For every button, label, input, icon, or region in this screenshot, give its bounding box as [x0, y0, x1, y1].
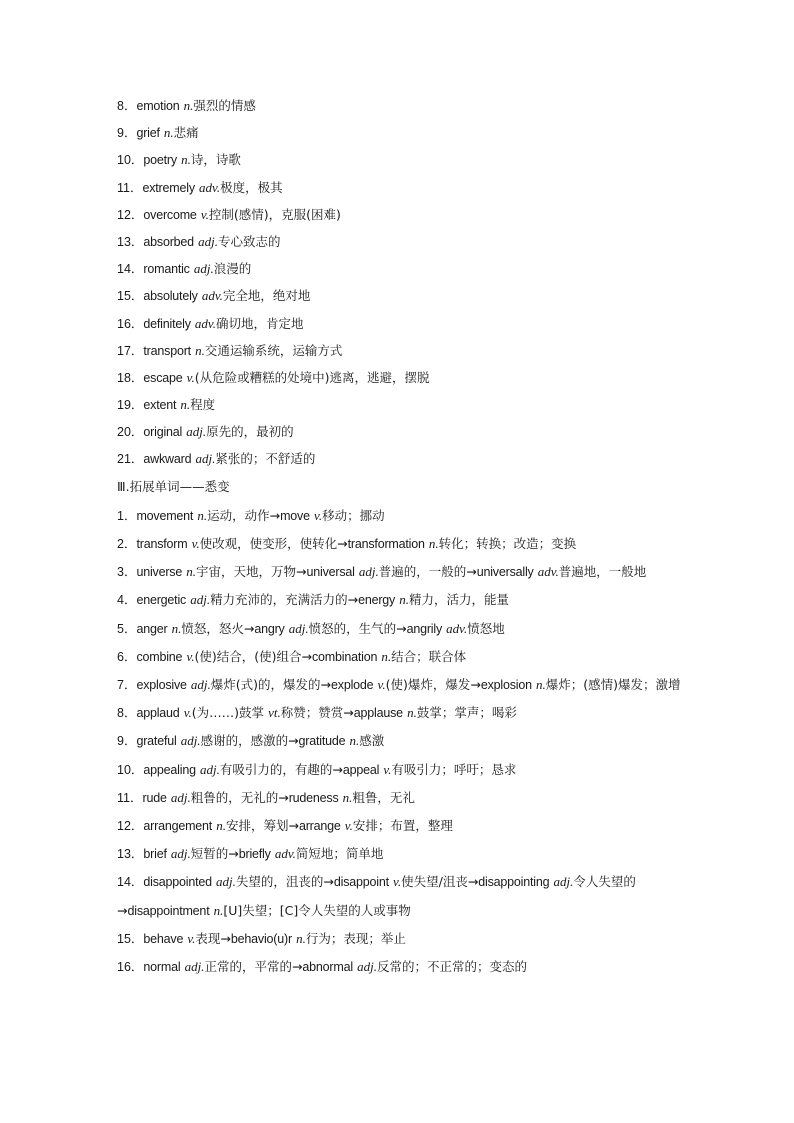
derivation-meaning: (为……)鼓掌	[191, 705, 265, 721]
derivation-word: brief	[143, 847, 167, 862]
item-number: 17．	[117, 343, 144, 358]
part-of-speech: adj.	[193, 261, 214, 277]
derivation-item	[117, 756, 682, 784]
derivation-word: gratitude	[298, 734, 346, 749]
vocab-word: escape	[143, 370, 183, 385]
derivation-item	[117, 699, 682, 727]
part-of-speech: n.	[197, 507, 208, 523]
vocab-item	[117, 121, 682, 148]
part-of-speech: adj.	[190, 592, 211, 608]
vocab-meaning: 交通运输系统，运输方式	[204, 342, 343, 358]
derivation-word: move	[280, 508, 310, 523]
vocab-word: extent	[143, 398, 177, 413]
item-number: 12．	[117, 819, 144, 834]
derivation-meaning: 愤怒，怒火→	[181, 620, 255, 636]
derivation-word: arrangement	[143, 819, 213, 834]
part-of-speech: n.	[186, 564, 196, 580]
part-of-speech: adj.	[199, 761, 220, 777]
vocab-meaning: 原先的，最初的	[206, 424, 294, 440]
item-number: 11．	[117, 180, 143, 195]
section-title	[117, 475, 682, 502]
item-number: 11．	[117, 790, 143, 805]
derivation-meaning: 粗鲁的，无礼的→	[190, 789, 289, 805]
vocab-meaning: 完全地，绝对地	[222, 288, 311, 304]
part-of-speech: adj.	[288, 620, 309, 636]
derivation-list	[117, 502, 682, 981]
part-of-speech: v.	[377, 677, 386, 693]
derivation-word: appealing	[143, 762, 196, 777]
part-of-speech: v.	[383, 761, 392, 777]
vocab-item	[117, 366, 682, 393]
part-of-speech: n.	[349, 733, 360, 749]
vocab-word: awkward	[143, 452, 192, 467]
derivation-word: universally	[476, 565, 534, 580]
derivation-word: disappointment	[127, 903, 210, 918]
item-number: 14．	[117, 875, 144, 890]
item-number: 16．	[117, 316, 144, 331]
derivation-meaning: 宇宙，天地，万物→	[196, 564, 307, 580]
part-of-speech: v.	[344, 818, 353, 834]
item-number: 21．	[117, 452, 144, 467]
derivation-item	[117, 925, 682, 953]
part-of-speech: adv.	[274, 846, 296, 862]
vocab-word: romantic	[143, 262, 190, 277]
derivation-item	[117, 530, 682, 558]
derivation-item	[117, 812, 682, 840]
derivation-word: explosion	[480, 678, 532, 693]
item-number: 5．	[117, 621, 137, 636]
vocab-item	[117, 393, 682, 420]
part-of-speech: adj.	[184, 959, 205, 975]
derivation-word: rude	[142, 790, 167, 805]
part-of-speech: n.	[163, 125, 174, 141]
derivation-meaning: 反常的；不正常的；变态的	[376, 959, 527, 975]
item-number: 10．	[117, 762, 144, 777]
item-number: 7．	[117, 678, 137, 693]
vocab-item	[117, 284, 682, 311]
item-number: 13．	[117, 847, 144, 862]
derivation-word: applause	[353, 706, 403, 721]
item-number: 8．	[117, 706, 137, 721]
derivation-meaning: 精力充沛的，充满活力的→	[210, 592, 359, 608]
vocab-meaning: 控制(感情)，克服(困难)	[208, 206, 341, 222]
derivation-word: combine	[136, 649, 183, 664]
derivation-meaning: 使改观，使变形，使转化→	[199, 536, 348, 552]
part-of-speech: n.	[428, 536, 439, 552]
item-number: 9．	[117, 126, 137, 141]
derivation-meaning: 失望的，沮丧的→	[235, 874, 334, 890]
vocab-word: definitely	[143, 316, 191, 331]
part-of-speech: n.	[342, 789, 353, 805]
vocab-meaning: 悲痛	[173, 125, 199, 141]
item-number: 12．	[117, 207, 144, 222]
derivation-item	[117, 784, 682, 812]
derivation-word: transformation	[347, 537, 425, 552]
derivation-meaning: 普遍地，一般地	[558, 564, 647, 580]
item-number: 3．	[117, 565, 137, 580]
derivation-meaning: (使)爆炸，爆发→	[385, 677, 481, 693]
derivation-word: behave	[143, 931, 184, 946]
vocab-word: original	[143, 425, 183, 440]
vocab-word: absolutely	[143, 289, 198, 304]
part-of-speech: adv.	[446, 620, 468, 636]
item-number: 2．	[117, 537, 137, 552]
vocab-meaning: 强烈的情感	[193, 98, 256, 113]
item-number: 20．	[117, 425, 144, 440]
derivation-item	[117, 558, 682, 586]
derivation-meaning: 表现→	[195, 930, 231, 946]
item-number: 13．	[117, 234, 144, 249]
derivation-meaning: 愤怒的，生气的→	[308, 620, 407, 636]
part-of-speech: v.	[393, 874, 402, 890]
part-of-speech: n.	[399, 592, 409, 608]
part-of-speech: adj.	[186, 424, 207, 440]
item-number: 6．	[117, 649, 137, 664]
derivation-word: explosive	[136, 678, 187, 693]
part-of-speech: n.	[536, 677, 546, 693]
part-of-speech: v.	[191, 536, 200, 552]
vocab-word: grief	[136, 126, 160, 141]
derivation-word: disappointed	[143, 875, 212, 890]
derivation-word: rudeness	[288, 790, 339, 805]
derivation-word: angrily	[406, 621, 443, 636]
part-of-speech: adj.	[358, 564, 379, 580]
part-of-speech: n.	[407, 705, 417, 721]
derivation-word: universal	[306, 565, 355, 580]
vocab-item	[117, 257, 682, 284]
part-of-speech: adv.	[537, 564, 559, 580]
derivation-meaning: 安排；布置，整理	[352, 818, 453, 834]
derivation-meaning: 普遍的，一般的→	[378, 564, 477, 580]
derivation-word: explode	[331, 678, 374, 693]
vocab-item	[117, 420, 682, 447]
vocab-meaning: 浪漫的	[213, 261, 252, 277]
vocab-meaning: 专心致志的	[217, 233, 281, 249]
derivation-word: appeal	[342, 762, 380, 777]
derivation-meaning: 粗鲁，无礼	[352, 789, 415, 805]
derivation-meaning: 爆炸(式)的，爆发的→	[210, 677, 332, 693]
part-of-speech: n.	[296, 930, 306, 946]
derivation-meaning: 转化；转换；改造；变换	[438, 536, 577, 552]
derivation-meaning: 精力，活力，能量	[409, 592, 510, 608]
vocab-word: transport	[143, 343, 191, 358]
derivation-word: behavio(u)r	[230, 931, 292, 946]
derivation-meaning: 简短地；简单地	[295, 846, 384, 862]
part-of-speech: adv.	[199, 179, 221, 195]
part-of-speech: adv.	[201, 288, 223, 304]
vocab-item	[117, 312, 682, 339]
vocab-item	[117, 203, 682, 230]
vocab-meaning: 紧张的；不舒适的	[215, 451, 316, 467]
derivation-word: applaud	[136, 706, 180, 721]
item-number: 16．	[117, 960, 144, 975]
derivation-word: disappointing	[478, 875, 550, 890]
section-title-text: Ⅲ.拓展单词——悉变	[117, 478, 230, 494]
part-of-speech: v.	[187, 930, 196, 946]
part-of-speech: adj.	[357, 959, 377, 975]
derivation-item	[117, 615, 682, 643]
item-number: 18．	[117, 370, 144, 385]
vocab-item	[117, 447, 682, 474]
derivation-item	[117, 502, 682, 530]
part-of-speech: n.	[183, 98, 194, 113]
vocab-meaning: 确切地，肯定地	[215, 315, 304, 331]
part-of-speech: v.	[186, 369, 195, 385]
item-number: 15．	[117, 289, 144, 304]
part-of-speech: n.	[180, 397, 191, 413]
derivation-word: normal	[143, 960, 181, 975]
part-of-speech: n.	[216, 818, 226, 834]
part-of-speech: v.	[200, 206, 209, 222]
vocab-meaning: 极度，极其	[220, 179, 283, 195]
vocab-meaning: (从危险或糟糕的处境中)逃离，逃避，摆脱	[194, 369, 430, 385]
part-of-speech: adj.	[198, 233, 218, 249]
part-of-speech: adj.	[170, 789, 191, 805]
part-of-speech: n.	[171, 620, 182, 636]
derivation-meaning: 移动；挪动	[322, 507, 385, 523]
item-number: 15．	[117, 931, 144, 946]
vocab-word: extremely	[142, 180, 195, 195]
vocab-item	[117, 176, 682, 203]
item-number: 8．	[117, 99, 137, 113]
vocab-list	[117, 94, 682, 475]
vocab-word: overcome	[143, 207, 197, 222]
derivation-word: transform	[136, 537, 188, 552]
part-of-speech: v.	[314, 507, 323, 523]
part-of-speech: n.	[381, 648, 392, 664]
derivation-word: abnormal	[302, 960, 353, 975]
part-of-speech: adj.	[170, 846, 191, 862]
derivation-meaning: 感谢的，感激的→	[200, 733, 299, 749]
derivation-meaning: 运动，动作→	[207, 507, 281, 523]
part-of-speech: adv.	[194, 315, 216, 331]
derivation-item	[117, 727, 682, 755]
derivation-word: angry	[254, 621, 285, 636]
derivation-word: disappoint	[333, 875, 389, 890]
derivation-meaning: 正常的，平常的→	[204, 959, 303, 975]
item-number: 19．	[117, 398, 144, 413]
derivation-item	[117, 643, 682, 671]
part-of-speech: n.	[195, 342, 205, 358]
derivation-meaning: 有吸引力的，有趣的→	[219, 761, 343, 777]
derivation-meaning: 称赞；赞赏→	[280, 705, 354, 721]
vocab-item	[117, 339, 682, 366]
derivation-meaning: 安排，筹划→	[225, 818, 299, 834]
vocabulary-content	[117, 94, 682, 981]
derivation-meaning: 令人失望的→	[117, 874, 636, 918]
vocab-item	[117, 230, 682, 257]
derivation-item	[117, 586, 682, 614]
derivation-meaning: 爆炸；(感情)爆发；激增	[545, 677, 681, 693]
item-number: 9．	[117, 734, 137, 749]
vocab-word: emotion	[136, 99, 180, 113]
part-of-speech: adj.	[216, 874, 236, 890]
item-number: 4．	[117, 593, 137, 608]
item-number: 14．	[117, 262, 144, 277]
derivation-meaning: 使失望/沮丧→	[401, 874, 479, 890]
part-of-speech: adj.	[180, 733, 201, 749]
derivation-meaning: 行为；表现；举止	[305, 930, 406, 946]
derivation-meaning: 结合；联合体	[391, 648, 467, 664]
part-of-speech: adj.	[190, 677, 211, 693]
vocab-meaning: 诗，诗歌	[190, 152, 241, 168]
part-of-speech: vt.	[268, 705, 281, 721]
item-number: 1．	[117, 508, 137, 523]
derivation-meaning: 感激	[359, 733, 385, 749]
vocab-item	[117, 148, 682, 175]
derivation-word: energetic	[136, 593, 187, 608]
derivation-word: energy	[358, 593, 396, 608]
derivation-word: grateful	[136, 734, 177, 749]
vocab-meaning: 程度	[190, 397, 216, 413]
part-of-speech: n.	[181, 152, 191, 168]
part-of-speech: v.	[186, 648, 195, 664]
derivation-word: arrange	[298, 819, 341, 834]
derivation-item	[117, 840, 682, 868]
item-number: 10．	[117, 153, 144, 168]
part-of-speech: adj.	[553, 874, 574, 890]
part-of-speech: v.	[183, 705, 192, 721]
derivation-item	[117, 953, 682, 981]
part-of-speech: adj.	[195, 451, 216, 467]
derivation-item	[117, 868, 682, 924]
vocab-word: absorbed	[143, 234, 194, 249]
derivation-meaning: [U]失望；[C]令人失望的人或事物	[223, 902, 411, 918]
derivation-meaning: 短暂的→	[190, 846, 239, 862]
derivation-meaning: (使)结合，(使)组合→	[194, 648, 312, 664]
vocab-item	[117, 94, 682, 121]
derivation-word: anger	[136, 621, 168, 636]
derivation-meaning: 愤怒地	[467, 620, 505, 636]
derivation-word: universe	[136, 565, 183, 580]
derivation-meaning: 有吸引力；呼吁；恳求	[391, 761, 517, 777]
derivation-word: briefly	[238, 847, 271, 862]
derivation-word: movement	[136, 508, 194, 523]
derivation-word: combination	[312, 649, 378, 664]
derivation-item	[117, 671, 682, 699]
part-of-speech: n.	[213, 902, 224, 918]
derivation-meaning: 鼓掌；掌声；喝彩	[416, 705, 517, 721]
vocab-word: poetry	[143, 153, 177, 168]
